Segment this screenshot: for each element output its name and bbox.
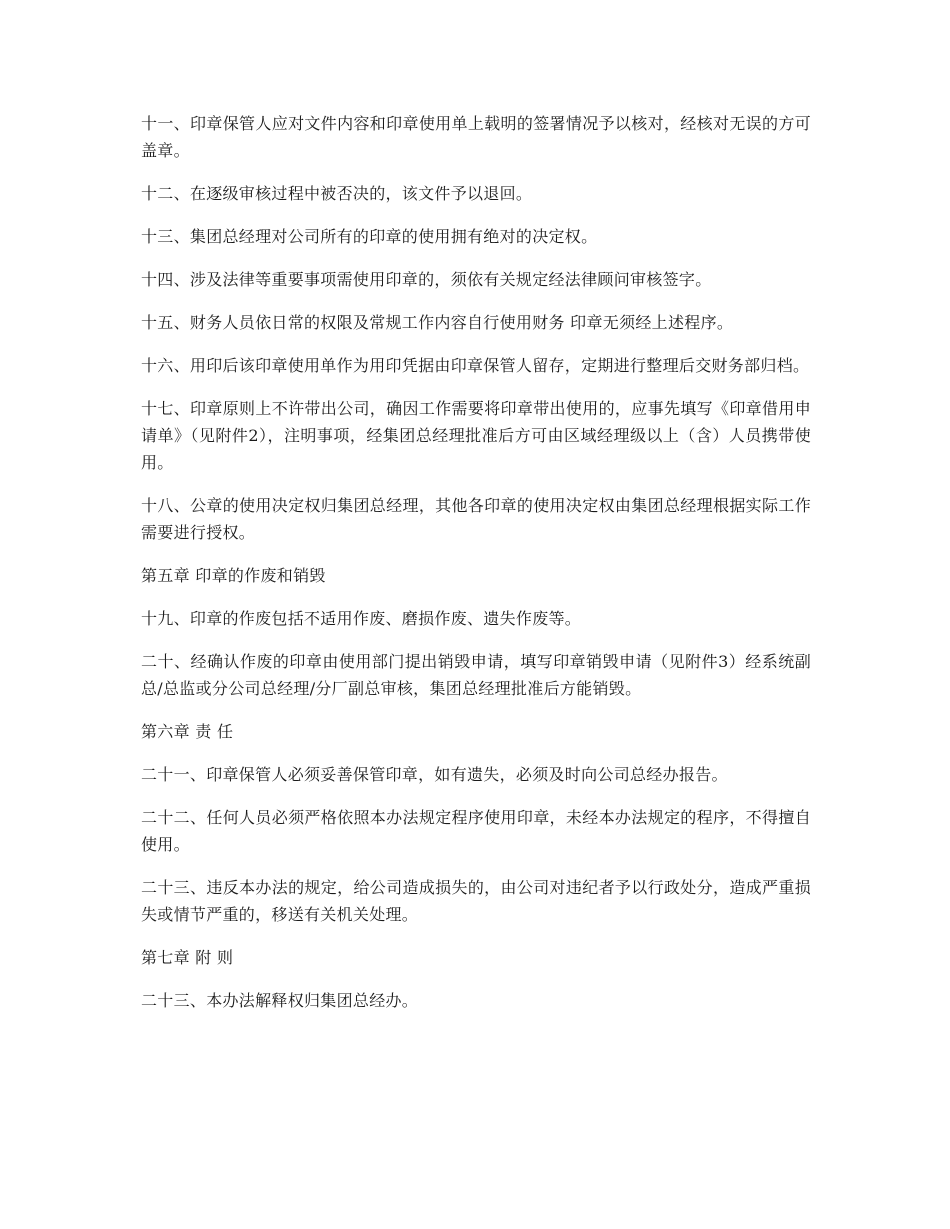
clause-12: 十二、在逐级审核过程中被否决的，该文件予以退回。 (141, 184, 533, 203)
chapter-5-heading: 第五章 印章的作废和销毁 (141, 566, 326, 585)
chapter-6-heading: 第六章 责 任 (141, 722, 234, 741)
clause-21: 二十一、印章保管人必须妥善保管印章，如有遗失，必须及时向公司总经办报告。 (141, 765, 728, 784)
clause-14: 十四、涉及法律等重要事项需使用印章的，须依有关规定经法律顾问审核签字。 (141, 270, 712, 289)
chapter-7-heading: 第七章 附 则 (141, 948, 234, 967)
clause-13: 十三、集团总经理对公司所有的印章的使用拥有绝对的决定权。 (141, 227, 598, 246)
clause-15: 十五、财务人员依日常的权限及常规工作内容自行使用财务 印章无须经上述程序。 (141, 313, 734, 332)
clause-19: 十九、印章的作废包括不适用作废、磨损作废、遗失作废等。 (141, 609, 582, 628)
document-page (141, 110, 811, 1030)
clause-18: 十八、公章的使用决定权归集团总经理，其他各印章的使用决定权由集团总经理根据实际工作需要进行授权。 (141, 496, 811, 542)
clause-11: 十一、印章保管人应对文件内容和印章使用单上载明的签署情况予以核对，经核对无误的方可盖章。 (141, 114, 811, 160)
clause-23: 二十三、违反本办法的规定，给公司造成损失的，由公司对违纪者予以行政处分，造成严重损失或情节严重的，移送有关机关处理。 (141, 878, 811, 924)
clause-20: 二十、经确认作废的印章由使用部门提出销毁申请，填写印章销毁申请（见附件3）经系统副总/总监或分公司总经理/分厂副总审核，集团总经理批准后方能销毁。 (141, 652, 811, 698)
clause-17: 十七、印章原则上不许带出公司，确因工作需要将印章带出使用的，应事先填写《印章借用申请单》（见附件2），注明事项，经集团总经理批准后方可由区域经理级以上（含）人员携带使用。 (141, 399, 811, 472)
clause-23-final: 二十三、本办法解释权归集团总经办。 (141, 991, 419, 1010)
clause-16: 十六、用印后该印章使用单作为用印凭据由印章保管人留存，定期进行整理后交财务部归档。 (141, 356, 810, 375)
clause-22: 二十二、任何人员必须严格依照本办法规定程序使用印章，未经本办法规定的程序，不得擅自使用。 (141, 808, 811, 854)
